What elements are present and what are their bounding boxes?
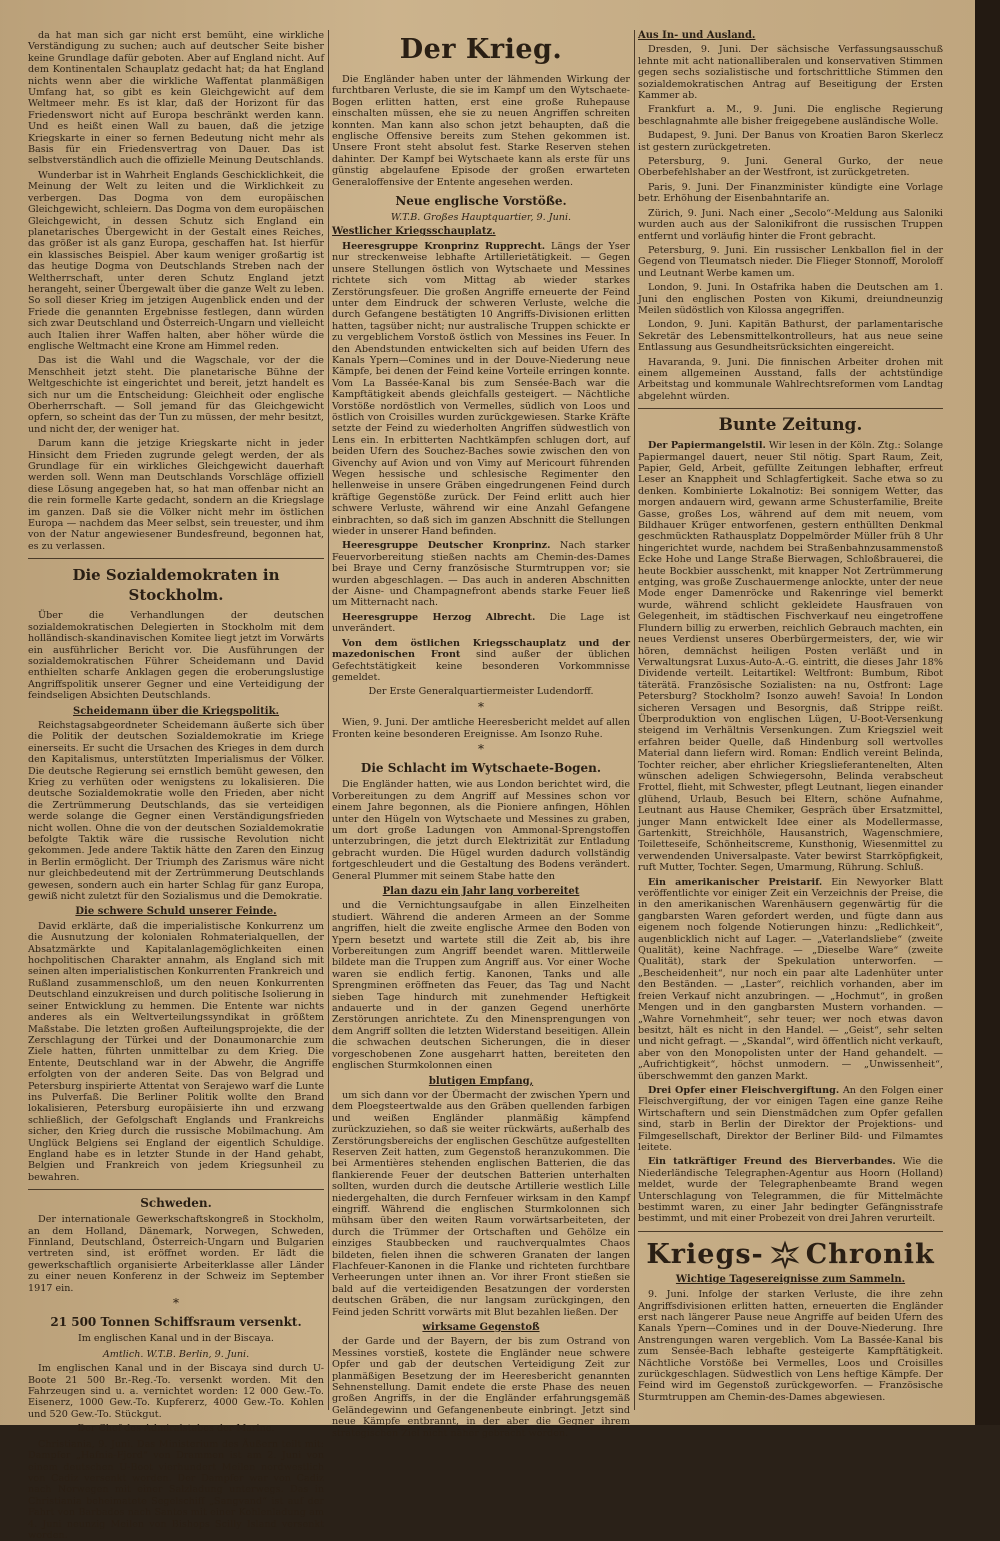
papier-text: Wir lesen in der Köln. Ztg.: Solange Papiermangel dauert, neuer Stil nötig. Spart Raum, Zeit, Papier, Geld, Arbeit, gefüllte Zeitungen lebhafter, erfreut Leser an Knappheit und Schlagfertigkeit. Sache etwa so zu denken. Kombinierte Lokalnotiz: Bei sonnigem Wetter, das morgen andauern wird, gewann arme Schusterfamilie, Breite Gasse, großes Los, während auf dem mit neuem, vom Bildhauer Krüger entworfenen, gestern enthüllten Denkmal geschmückten Rathausplatz Doppelmörder Müller früh 8 Uhr hingerichtet wurde, nachdem bei Straßenbahnzusammenstoß Ecke Hohe und Lange Straße Bierwagen, Schloßbrauerei, die heute Bockbier ausschenkt, mit knapper Not Zertrümmerung entging, was große Zuschauermenge anlockte, unter der neue Mode enger Damenröcke und Rakenringe viel bemerkt wurde, während schlicht gekleidete Hausfrauen von Gelegenheit, im städtischen Fischverkauf neu eingetroffene Flundern billig zu erwerben, reichlich Gebrauch machten, ein neues Verdienst unseres Oberbürgermeisters, der, wie wir hören, demnächst heiligen Posten verläßt und in Verwaltungsrat Luxus-Auto-A.-G. eintritt, die dieses Jahr 18% Dividende verteilt. Leitartikel: Weltfront: Bumbum, Ribot täterätä. Französische Sozialisten: na nu, Ostfront: Lage Petersburg? Stockholm? Isonzo auweh! Savoia! In London sicheren Versagen und Besorgnis, daß Strippe reißt. Überproduktion von englischen Lügen, U-Boot-Versenkung steigend im Verhältnis Versenkungen. Zum Kriegsziel weit erfahren beider Quelle, daß Hindenburg soll wertvolles Material dann liefern wird. Roman: Endlich vereint Belinda, Tochter reicher, aber ehrlicher Kriegslieferantenelten, Alten wünschen adeligen Schwiegersohn, Belinda verabscheut Frottel, flieht, mit Schwester, pflegt Leutnant, liegen einander glühend, Urlaub, Besuch bei Eltern, schöne Aufnahme, Leutnant aus Hause Chemiker, Gespräch über Ersatzmittel, junger Mann entwickelt Idee einer als Modellermasse, Gartenkitt, Streichhöle, Hausanstrich, Wagenschmiere, Toiletteseife, Schönheitscreme, Kunsthonig, Wiesenmittel zu verwendenden Universalpaste. Vater bewirst Starrköpfigkeit, ruft Mutter, Tochter. Segen, Umarmung, Rührung. Schluß. (638, 440, 943, 874)
news-item: Zürich, 9. Juni. Nach einer „Secolo“-Meldung aus Saloniki wurden auch aus der Salonikifront die russischen Truppen entfernt und vorläufig hinter die Front gebracht. (638, 207, 943, 242)
ost-text: sind außer der üblichen Gefechtstätigkeit keine besonderen Vorkommnisse gemeldet. (332, 649, 630, 683)
preis-text: Ein Newyorker Blatt veröffentlichte vor einiger Zeit ein Verzeichnis der Preise, die in den amerikanischen Warenhäusern gegenwärtig für die gangbarsten Waren gefordert werden, und fügte dann aus eigenem noch folgende Notierungen hinzu: „Redlichkeit“, augenblicklich nicht auf Lager. — „Vaterlandsliebe“ (zweite Qualität), keine Nachfrage. — „Dieselbe Ware“ (zweite Qualität), stark der Spekulation unterworfen. — „Bescheidenheit“, nur noch ein paar alte Ladenhüter unter den Beständen. — „Laster“, reichlich vorhanden, aber im freien Verkauf nicht anzubringen. — „Hochmut“, in großen Mengen und in den gangbarsten Mustern vorhanden. — „Wahre Vornehmheit“, sehr teuer; wer noch etwas davon besitzt, hält es nicht in den Handel. — „Geist“, sehr selten und nicht gefragt. — „Skandal“, wird öffentlich nicht verkauft, aber von den Monopolisten unter der Hand gehandelt. — „Aufrichtigkeit“, höchst unmodern. — „Unwissenheit“, überschwemmt den ganzen Markt. (638, 876, 943, 1082)
chronik-word-chronik: Chronik (805, 1239, 935, 1271)
tonnen-headline: 21 500 Tonnen Schiffsraum versenkt. (50, 1315, 302, 1330)
divider (28, 558, 324, 559)
tonnen-signature: Der Chef des Admiralstabes der Marine. (77, 1423, 275, 1435)
freund-lead: Ein tatkräftiger Freund des Bierverbandes. (648, 1156, 896, 1168)
news-item: Petersburg, 9. Juni. General Gurko, der neue Oberbefehlshaber an der Westfront, ist zurückgetreten. (638, 156, 943, 179)
schlacht-headline: Die Schlacht im Wytschaete-Bogen. (360, 761, 602, 776)
article-paragraph: Das ist die Wahl und die Wagschale, vor der die Menschheit jetzt steht. Die planetarische Bühne der Weltgeschichte ist eingerichtet und bereit, jetzt handelt es sich nur um die Entscheidung: Gleichheit oder englische Oberherrschaft. — Soll jemand für das Gleichgewicht opfern, so scheint das der Tun zu müssen, der mehr besitzt, und nicht der, der weniger hat. (28, 355, 324, 435)
star-separator: * (478, 699, 484, 714)
divider (28, 1189, 324, 1190)
gegenstoss-subhead: wirksame Gegenstoß (422, 1322, 540, 1334)
gegenstoss-text: der Garde und der Bayern, der bis zum Ostrand von Messines vorstieß, kostete die Engländer neue schwere Opfer und gab der deutschen Verteidigung Zeit zur planmäßigen Besetzung der im Heeresbericht genannten Sehnenstellung. Damit endete die erste Phase des neuen großen Angriffs, in der die Engländer erfahrungsgemäß Geländegewinn und Gefangenenbeute einbringt. Jetzt sind neue Kämpfe entbrannt, in der aber die Gegner ihrem strategischen Ziel nicht näher gebracht worden. (332, 1336, 630, 1439)
column-middle (332, 30, 630, 1439)
tonnen-subline: Im englischen Kanal und in der Biscaya. (78, 1333, 274, 1345)
christiania-text: Christiania, 9. Juni. Das Ministerium des Äußern teilt mit: Dampfer „Hafnia-Fjord“ von Drammen ist am 2. Juni von einem deutschen U-Boot vierhundert Meilen nordwestlich von Cadiz versenkt worden. Der Dampfer war von Cadiz nach Norwegen mit einer Salzladung unterwegs. Das in Christiania beheimatete Segelschiff „Sangvand“ ist auf der Fahrt von Barbados nach Santos mit einer Kohlenladung am 4. Juni neunzig Meilen von Bishops Scilly Island versenkt worden. (28, 1438, 324, 1541)
article-paragraph: da hat man sich gar nicht erst bemüht, eine wirkliche Verständigung zu suchen; auch auf deutscher Seite bisher keine Grundlage dafür geboten. Aber auf England nicht. Auf dem Kontinentalen Schauplatz gedacht hat; da hat England nichts wenn aber die wirkliche Waffentat planmäßigen Umfang hat, so gibt es kein Gleichgewicht auf dem Weltmeer mehr. Es ist klar, daß der Horizont für das Friedenswort nicht auf Europa beschränkt werden kann. Und es heißt einen Wall zu bauen, daß die jetzige Kriegskarte in einer so fernen Bedeutung nicht mehr als Basis für ein Friedensvertrag von Dauer. Das ist selbstverständlich auch die offizielle Meinung Deutschlands. (28, 30, 324, 167)
column-left (28, 30, 324, 1541)
plan-subhead: Plan dazu ein Jahr lang vorbereitet (382, 886, 580, 897)
plan-text: und die Vernichtungsaufgabe in allen Einzelheiten studiert. Während die anderen Armeen an der Somme angriffen, hielt die zweite englische Armee den Boden von Ypern besetzt und wartete still die Zeit ab, bis ihre Vorbereitungen zum Angriff beendet waren. Mittlerweile bildete man die Truppen zum Angriff aus. Vor einer Woche waren sie endlich fertig. Kanonen, Tanks und alle Sprengminen eröffneten das Feuer, das Tag und Nacht sieben Tage hindurch mit zunehmender Heftigkeit andauerte und in der ganzen Gegend unerhörte Zerstörungen anrichtete. Zu den Minensprengungen von dem Angriff sollten die letzten Widerstand beseitigen. Allein die schwachen deutschen Sicherungen, die in dieser vorgeschobenen Zone ausgeharrt hatten, bereiteten den englischen Sturmkolonnen einen (332, 900, 630, 1072)
column-right (638, 30, 943, 1415)
news-item: Paris, 9. Juni. Der Finanzminister kündigte eine Vorlage betr. Erhöhung der Eisenbahntarife an. (638, 181, 943, 205)
albrecht-lead: Heeresgruppe Herzog Albrecht. (342, 611, 536, 623)
chronik-subtitle: Wichtige Tagesereignisse zum Sammeln. (675, 1273, 906, 1285)
schuld-text: David erklärte, daß die imperialistische Konkurrenz um die Ausnutzung der kolonialen Rohmaterialquellen, der Absatzmärkte und Kapitalanlagemöglichkeiten einen hochpolitischen Charakter annahm, als England sich mit seinen alten imperialistischen Konkurrenten Frankreich und Rußland zusammenschloß, um den neuen Konkurrenten Deutschland einzukreisen und durch politische Isolierung in seiner Entwicklung zu hemmen. Die Entente war nichts anderes als ein Weltverteilungssyndikat in größtem Maßstabe. Die letzten großen Aufteilungsprojekte, die der Zerschlagung der Türkei und der Donaumonarchie zum Ziele hatten, führten unmittelbar zu dem Krieg. Die Entente, Deutschland war in der Abwehr, die Angriffe erfolgten von der anderen Seite. Das von Belgrad und Petersburg inspirierte Attentat von Serajewo warf die Lunte ins Pulverfaß. Die Berliner Politik wollte den Brand lokalisieren, Petersburg europäisierte ihn und erzwang schließlich, der Gefolgschaft Englands und Frankreichs sicher, den Krieg durch die russische Mobilmachung. Am Unglück Belgiens sei England der eigentlich Schuldige. England habe es in letzter Stunde in der Hand gehabt, Belgien und Frankreich von jedem Kriegsunheil zu bewahren. (28, 920, 324, 1183)
divider (638, 408, 943, 409)
kronprinz-text: Nach starker Feuervorbereitung stießen nachts am Chemin-des-Dames bei Braye und Cerny französische Sturmtruppen vor; sie wurden abgeschlagen. — Das auch in anderen Abschnitten der Aisne- und Champagnefront abends starke Feuer ließ um Mitternacht nach. (332, 540, 630, 609)
freund-text: Wie die Niederländische Telegraphen-Agentur aus Hoorn (Holland) meldet, wurde der Telegraphenbeamte Brand wegen Unterschlagung von Telegrammen, die für Mittelmächte bestimmt waren, zu einer Jahr bedingter Gefängnisstrafe bestimmt, und mit einer Probezeit von drei Jahren verurteilt. (638, 1156, 943, 1225)
opfer-text: An den Folgen einer Fleischvergiftung, der vor einigen Tagen eine ganze Reihe Wirtschaftern und sein Dienstmädchen zum Opfer gefallen sind, starb in Berlin der Direktor der Projektions- und Filmgesellschaft, Direktor der Berliner Bild- und Filmamtes leitete. (638, 1084, 943, 1153)
bunte-headline: Bunte Zeitung. (718, 415, 863, 436)
papier-lead: Der Papiermangelstil. (648, 440, 766, 452)
column-rule (634, 30, 635, 1410)
sozi-headline: Die Sozialdemokraten in Stockholm. (72, 566, 280, 605)
rupprecht-text: Längs der Yser nur streckenweise lebhafte Artillerietätigkeit. — Gegen unsere Stellungen östlich von Wytschaete und Messines richtete sich vom Mittag ab wieder starkes Zerstörungsfeuer. Die großen Angriffe erneuerte der Feind unter dem Eindruck der schweren Verluste, welche die durch Gefangene bestätigten 10 Angriffs-Divisionen erlitten hatten, tagsüber nicht; nur australische Truppen schickte er zu vergeblichem Vorstoß östlich von Messines ins Feuer. In den Abendstunden entwickelten sich auf beiden Ufern des Kanals Ypern—Comines und in der Douve-Niederung neue Kämpfe, bei denen der Feind keine Vorteile erringen konnte. Vom La Bassée-Kanal bis zum Sensée-Bach war die Kampftätigkeit abends gleichfalls gesteigert. — Nächtliche Vorstöße nordöstlich von Vermelles, südlich von Loos und östlich von Croisilles wurden zurückgewiesen. Starke Kräfte setzte der Feind zu wiederholten Angriffen südwestlich von Lens ein. In erbitterten Nachtkämpfen schlugen dort, auf beiden Ufern des Souchez-Baches sowie zwischen den von Givenchy auf Avion und von Vimy auf Mericourt führenden Wegen hessische und schlesische Regimenter den hellenweise in unsere Gräben eingedrungenen Feind durch kräftige Gegenstöße zurück. Der Feind erlitt auch hier schwere Verluste, während wir eine Anzahl Gefangene einbrachten, so daß sich im ganzen Abschnitt die Stellungen wieder in unserer Hand befinden. (332, 240, 630, 538)
tonnen-dateline: Amtlich. W.T.B. Berlin, 9. Juni. (102, 1348, 250, 1360)
empfang-text: um sich dann vor der Übermacht der zwischen Ypern und dem Ploegsteertwalde aus den Gräben quellenden farbigen und weißen Engländer planmäßig kämpfend zurückzuziehen, so daß sie weiter rückwärts, außerhalb des Zerstörungsbereichs der englischen Geschütze aufgestellten Reserven Zeit hatten, zum Gegenstoß heranzukommen. Die bei Armentières stehenden englischen Batterien, die das flankierende Feuer der deutschen Batterien unterhalten sollten, wurden durch die deutsche Artillerie westlich Lille niedergehalten, die durch Fernfeuer wirksam in den Kampf eingriff. Während die englischen Sturmkolonnen sich mühsam über den weiten Raum vorwärtsarbeiteten, der durch die Trümmer der Ortschaften und Gehölze ein einziges Staubbecken und rauchverqualmtes Chaos bildeten, fielen ihnen die schweren Granaten der langen Flachfeuer-Kanonen in die Flanke und richteten furchtbare Verheerungen unter ihnen an. Vor ihrer Front stießen sie bald auf die verteidigenden Besatzungen der vordersten deutschen Gräben, die nur langsam zurückgingen, den Feind jeden Schritt vorwärts mit Blut bezahlen ließen. Der (332, 1089, 630, 1318)
vorstoesse-dateline: W.T.B. Großes Hauptquartier, 9. Juni. (390, 212, 572, 224)
chronik-banner (638, 1238, 943, 1272)
news-item: London, 9. Juni. Kapitän Bathurst, der parlamentarische Sekretär des Lebensmittelkontrolleurs, hat aus neue seine Entlassung aus Gesundheitsrücksichten eingereicht. (638, 319, 943, 354)
news-item: Petersburg, 9. Juni. Ein russischer Lenkballon fiel in der Gegend von Tleumatsch nieder. Die Flieger Stonnoff, Moroloff und Leutnant Werbe kamen um. (638, 244, 943, 279)
krieg-intro: Die Engländer haben unter der lähmenden Wirkung der furchtbaren Verluste, die sie im Kampf um den Wytschaete-Bogen erlitten hatten, erst eine große Ruhepause einschalten müssen, ehe sie zu neuen Angriffen schreiten konnten. Man kann also schon jetzt behaupten, daß die englische Offensive bereits zum Stehen gekommen ist. Unsere Front steht absolut fest. Starke Reserven stehen dahinter. Der Kampf bei Wytschaete kann als erste für uns günstig abgelaufene Episode der großen erwarteten Generaloffensive der Entente angesehen werden. (332, 74, 630, 188)
scheidemann-subhead: Scheidemann über die Kriegspolitik. (72, 705, 280, 717)
tonnen-text: Im englischen Kanal und in der Biscaya sind durch U-Boote 21 500 Br.-Reg.-To. versenkt worden. Mit den Fahrzeugen sind u. a. vernichtet worden: 12 000 Gew.-To. Eisenerz, 1000 Gew.-To. Kupfererz, 4000 Gew.-To. Kohlen und 520 Gew.-To. Stückgut. (28, 1363, 324, 1420)
schweden-text: Der internationale Gewerkschaftskongreß in Stockholm, an dem Holland, Dänemark, Norwegen, Schweden, Finnland, Deutschland, Österreich-Ungarn und Bulgarien vertreten sind, ist eröffnet worden. Er lädt die gewerkschaftlich organisierte Arbeiterklasse aller Länder zu einer neuen Konferenz in der Schweiz im September 1917 ein. (28, 1214, 324, 1294)
article-paragraph: Wunderbar ist in Wahrheit Englands Geschicklichkeit, die Meinung der Welt zu leiten und die Wirklichkeit zu verbergen. Das Dogma von dem europäischen Gleichgewicht, schleiern. Das Dogma von dem europäischen Gleichgewicht, in dessen Schutz sich England ein planetarisches Übergewicht in der Gestalt eines Reiches, das größer ist als ganz Europa, geschaffen hat. Ist hierfür ein klassisches Beispiel. Aber kaum weniger großartig ist das heutige Dogma von Deutschlands Streben nach der Weltherrschaft, unter deren Schutz England jetzt herangeht, seiner Übergewalt über die ganze Welt zu leben. So soll dieser Krieg im jetzigen Augenblick enden und der Friede die genannten Ergebnisse festlegen, dann würden sich zwar Deutschland und Österreich-Ungarn und vielleicht auch Italien ihrer Waffen halten, aber höher würde die englische Weltmacht eine Krone am Himmel reden. (28, 169, 324, 352)
chronik-word-kriegs: Kriegs- (646, 1239, 764, 1271)
west-subhead: Westlicher Kriegsschauplatz. (332, 226, 496, 238)
wien-text: Wien, 9. Juni. Der amtliche Heeresbericht meldet auf allen Fronten keine besonderen Ereignisse. Am Isonzo Ruhe. (332, 717, 630, 740)
schlacht-intro: Die Engländer hatten, wie aus London berichtet wird, die Vorbereitungen zu dem Angriff auf Messines schon vor einem Jahre begonnen, als die Pioniere anfingen, Höhlen unter den Hügeln von Wytschaete und Messines zu graben, um dort große Ladungen von Ammonal-Sprengstoffen unterzubringen, die jetzt durch Elektrizität zur Entladung gebracht wurden. Die Hügel wurden dadurch vollständig fortgeschleudert und die Gestaltung des Bodens verändert. General Plummer mit seinem Stabe hatte den (332, 779, 630, 882)
kronprinz-lead: Heeresgruppe Deutscher Kronprinz. (342, 540, 551, 552)
empfang-subhead: blutigen Empfang, (428, 1075, 534, 1087)
scheidemann-text: Reichstagsabgeordneter Scheidemann äußerte sich über die Politik der deutschen Sozialdemokratie im Kriege einerseits. Er sucht die Ursachen des Krieges in dem durch den Kapitalismus, unterstützten Imperialismus der Völker. Die deutsche Regierung sei ernstlich bemüht gewesen, den Krieg zu verhüten oder wenigstens zu lokalisieren. Die deutsche Sozialdemokratie wolle den Frieden, aber nicht die Zertrümmerung Deutschlands, das sie verteidigen werde solange die Gegner einen Verständigungsfrieden nicht wollen. Ohne die von der deutschen Sozialdemokratie befolgte Taktik wäre die russische Revolution nicht gekommen. Jede andere Taktik hätte den Zaren den Einzug in Berlin ermöglicht. Der Triumph des Zarismus wäre nicht nur gleichbedeutend mit der Zertrümmerung Deutschlands gewesen, sondern auch ein harter Schlag für ganz Europa, gewiß nicht zuletzt für den Sozialismus und die Demokratie. (28, 719, 324, 903)
ost-lead: Von dem östlichen Kriegsschauplatz und der mazedonischen Front (332, 637, 630, 661)
krieg-headline: Der Krieg. (399, 34, 563, 65)
vorstoesse-headline: Neue englische Vorstöße. (395, 194, 567, 209)
ludendorff-signature: Der Erste Generalquartiermeister Ludendorff. (368, 686, 594, 698)
news-item: London, 9. Juni. In Ostafrika haben die Deutschen am 1. Juni den englischen Posten von Kikumi, dreiundneunzig Meilen südöstlich von Kilossa angegriffen. (638, 282, 943, 316)
star-separator: * (478, 741, 484, 756)
page-edge (975, 0, 1000, 1425)
news-item: Havaranda, 9. Juni. Die finnischen Arbeiter drohen mit einem allgemeinen Ausstand, falls der achtstündige Arbeitstag und kommunale Wahlrechtsreformen vom Landtag abgelehnt würden. (638, 356, 943, 402)
column-rule (328, 30, 329, 1410)
opfer-lead: Drei Opfer einer Fleischvergiftung. (648, 1084, 840, 1096)
star-separator: * (173, 1296, 179, 1311)
preis-lead: Ein amerikanischer Preistarif. (648, 876, 823, 888)
inland-headline: Aus In- und Ausland. (638, 30, 756, 41)
schuld-subhead: Die schwere Schuld unserer Feinde. (75, 906, 277, 918)
chronik-text: 9. Juni. Infolge der starken Verluste, die ihre zehn Angriffsdivisionen erlitten hatten, erneuerten die Engländer erst nach längerer Pause neue Angriffe auf beiden Ufern des Kanals Ypern—Comines und in der Douve-Niederung. Ihre Anstrengungen waren vergeblich. Vom La Bassée-Kanal bis zum Sensée-Bach lebhafte gesteigerte Kampftätigkeit. Nächtliche Vorstöße bei Vermelles, Loos und Croisilles zurückgeschlagen. Südwestlich von Lens heftige Kämpfe. Der Feind wird im Gegenstoß zurückgeworfen. — Französische Sturmtruppen am Chemin-des-Dames abgewiesen. (638, 1289, 943, 1403)
albrecht-text: Die Lage ist unverändert. (332, 611, 630, 635)
news-item: Dresden, 9. Juni. Der sächsische Verfassungsausschuß lehnte mit acht nationalliberalen und konservativen Stimmen gegen sechs sozialistische und fortschrittliche Stimmen den sozialdemokratischen Antrag auf Beseitigung der Ersten Kammer ab. (638, 44, 943, 102)
rupprecht-lead: Heeresgruppe Kronprinz Rupprecht. (342, 240, 546, 252)
divider (638, 1231, 943, 1232)
article-paragraph: Darum kann die jetzige Kriegskarte nicht in jeder Hinsicht dem Frieden zugrunde gelegt werden, der als Grundlage für ein wirkliches Gleichgewicht dauerhaft werden soll. Wenn man Deutschlands Vorschläge offiziell diese Lösung angegeben hat, so hat man offenbar nicht an die rein formelle Karte gedacht, sondern an die Kriegslage im ganzen. Daß sie die Völker nicht mehr im östlichen Europa — nachdem das Meer selbst, sein treuester, und ihm von der Natur angewiesener Bundesfreund, begonnen hat, es zu verlassen. (28, 438, 324, 552)
news-item: Budapest, 9. Juni. Der Banus von Kroatien Baron Skerlecz ist gestern zurückgetreten. (638, 130, 943, 153)
schweden-headline: Schweden. (140, 1196, 212, 1211)
news-item: Frankfurt a. M., 9. Juni. Die englische Regierung beschlagnahmte alle bisher freigegebene ausländische Wolle. (638, 104, 943, 127)
iron-cross-icon (768, 1238, 802, 1272)
sozi-intro: Über die Verhandlungen der deutschen sozialdemokratischen Delegierten in Stockholm mit dem holländisch-skandinavischen Komitee liegt jetzt im Vorwärts ein ausführlicher Bericht vor. Die Ausführungen der sozialdemokratischen Führer Scheidemann und David enthielten scharfe Anklagen gegen die eroberungslustige Angriffspolitik unserer Gegner und eine Verteidigung der feindseligen Absichten Deutschlands. (28, 610, 324, 702)
